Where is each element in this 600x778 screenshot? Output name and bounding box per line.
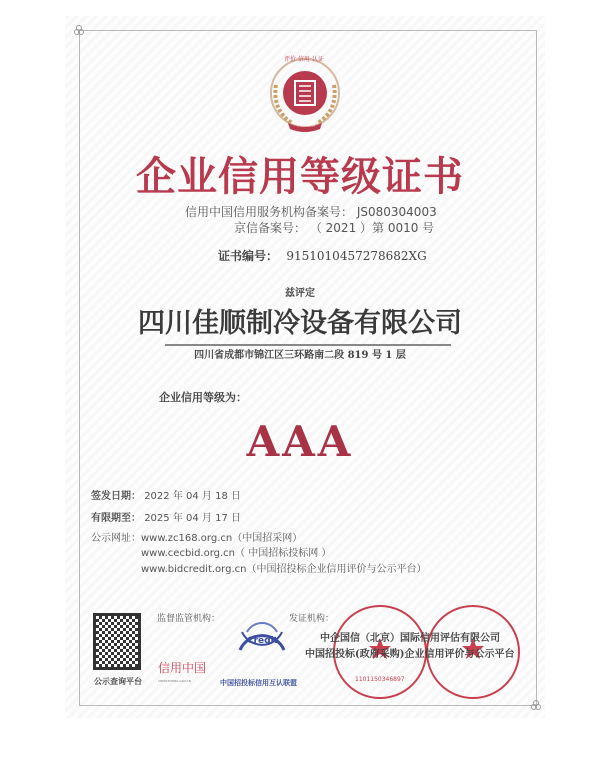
company-name: 四川佳顺制冷设备有限公司 bbox=[138, 308, 462, 339]
website-link[interactable]: www.zc168.org.cn（中国招采网） bbox=[141, 533, 303, 544]
issue-date-label: 签发日期： bbox=[91, 491, 141, 502]
corner-ornament-icon bbox=[531, 700, 541, 710]
registration-label-1: 信用中国信用服务机构备案号： bbox=[185, 205, 354, 219]
issue-date-value: 2022 年 04 月 18 日 bbox=[144, 491, 241, 502]
registration-value-1: JS080304003 bbox=[356, 205, 437, 219]
logo-top-text: 评价·信用·认证 bbox=[284, 56, 324, 63]
websites-label: 公示网址： bbox=[91, 533, 141, 544]
registration-value-2: （ 2021 ）第 0010 号 bbox=[309, 221, 435, 235]
certification-logo bbox=[262, 55, 348, 135]
credit-alliance-logo bbox=[232, 612, 292, 672]
company-underline bbox=[165, 344, 451, 346]
credit-logo-text: Credit bbox=[247, 636, 278, 646]
corner-ornament-icon bbox=[74, 25, 84, 35]
supervision-label: 监督监管机构： bbox=[157, 614, 221, 624]
evaluated-label: 兹评定 bbox=[285, 288, 315, 299]
qr-label: 公示查询平台 bbox=[94, 676, 142, 686]
company-address: 四川省成都市锦江区三环路南二段 819 号 1 层 bbox=[194, 350, 406, 361]
issuer-1: 中企国信（北京）国际信用评估有限公司 bbox=[320, 633, 500, 644]
credit-china-subtitle: CREDITCHINA.GOV.CN bbox=[158, 679, 191, 683]
registration-label-2: 京信备案号： bbox=[234, 221, 307, 235]
registration-line-2 bbox=[234, 221, 434, 235]
certificate-number bbox=[218, 250, 427, 264]
alliance-name: 中国招投标信用互认联盟 bbox=[220, 679, 297, 687]
credit-china-logo: 信用中国 bbox=[158, 661, 207, 675]
certificate-number-label: 证书编号： bbox=[218, 249, 279, 263]
expiry-date bbox=[91, 513, 241, 525]
issue-date bbox=[91, 491, 241, 503]
logo-bottom-text: 中企国信 bbox=[295, 122, 316, 128]
registration-line-1 bbox=[185, 205, 437, 219]
rating-value: AAA bbox=[246, 417, 354, 466]
certificate-number-value: 9151010457278682XG bbox=[286, 249, 427, 263]
website-link[interactable]: www.cecbid.org.cn（ 中国招标投标网 ） bbox=[141, 548, 332, 559]
seal-number: 1101150346897 bbox=[355, 676, 405, 683]
issuer-2: 中国招投标(政府采购)企业信用评价与公示平台 bbox=[305, 649, 515, 660]
rating-label: 企业信用等级为： bbox=[159, 391, 247, 404]
expiry-date-label: 有限期至： bbox=[91, 513, 141, 524]
issuer-label: 发证机构： bbox=[289, 614, 335, 624]
qr-code[interactable] bbox=[93, 613, 141, 670]
expiry-date-value: 2025 年 04 月 17 日 bbox=[144, 513, 241, 524]
website-link[interactable]: www.bidcredit.org.cn（中国招投标企业信用评价与公示平台） bbox=[141, 564, 427, 575]
certificate-title: 企业信用等级证书 bbox=[136, 153, 464, 200]
